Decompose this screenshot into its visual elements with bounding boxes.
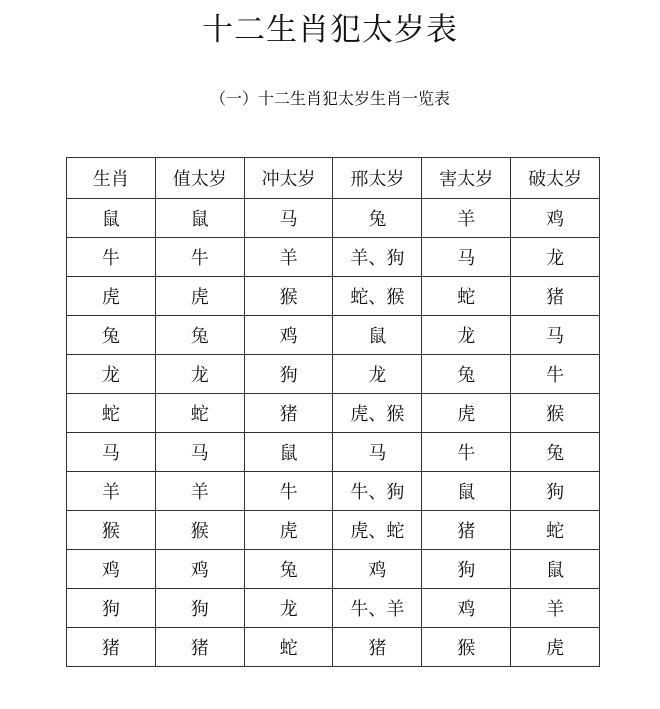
cell-po-taisui: 狗 — [511, 472, 600, 511]
cell-hai-taisui: 兔 — [422, 355, 511, 394]
cell-po-taisui: 鼠 — [511, 550, 600, 589]
cell-xing-taisui: 牛、羊 — [333, 589, 422, 628]
table-row — [67, 277, 600, 316]
cell-xing-taisui: 兔 — [333, 199, 422, 238]
cell-zhi-taisui: 龙 — [155, 355, 244, 394]
cell-po-taisui: 马 — [511, 316, 600, 355]
cell-chong-taisui: 龙 — [244, 589, 333, 628]
cell-zhi-taisui: 猴 — [155, 511, 244, 550]
cell-po-taisui: 虎 — [511, 628, 600, 667]
header-zodiac: 生肖 — [67, 158, 156, 199]
cell-chong-taisui: 兔 — [244, 550, 333, 589]
table-header-row — [67, 158, 600, 199]
cell-hai-taisui: 狗 — [422, 550, 511, 589]
cell-zodiac: 猪 — [67, 628, 156, 667]
cell-hai-taisui: 猪 — [422, 511, 511, 550]
cell-zodiac: 猴 — [67, 511, 156, 550]
cell-xing-taisui: 羊、狗 — [333, 238, 422, 277]
cell-zodiac: 虎 — [67, 277, 156, 316]
cell-chong-taisui: 鸡 — [244, 316, 333, 355]
cell-chong-taisui: 马 — [244, 199, 333, 238]
header-xing-taisui: 邢太岁 — [333, 158, 422, 199]
header-chong-taisui: 冲太岁 — [244, 158, 333, 199]
table-row — [67, 238, 600, 277]
page-title: 十二生肖犯太岁表 — [202, 12, 458, 48]
cell-zhi-taisui: 狗 — [155, 589, 244, 628]
table-row — [67, 316, 600, 355]
cell-po-taisui: 蛇 — [511, 511, 600, 550]
cell-chong-taisui: 猪 — [244, 394, 333, 433]
header-zhi-taisui: 值太岁 — [155, 158, 244, 199]
cell-po-taisui: 羊 — [511, 589, 600, 628]
table-row — [67, 628, 600, 667]
table-row — [67, 199, 600, 238]
cell-po-taisui: 龙 — [511, 238, 600, 277]
cell-po-taisui: 鸡 — [511, 199, 600, 238]
table-row — [67, 355, 600, 394]
cell-zodiac: 马 — [67, 433, 156, 472]
cell-zhi-taisui: 羊 — [155, 472, 244, 511]
cell-hai-taisui: 牛 — [422, 433, 511, 472]
cell-zodiac: 鼠 — [67, 199, 156, 238]
cell-xing-taisui: 猪 — [333, 628, 422, 667]
cell-xing-taisui: 虎、蛇 — [333, 511, 422, 550]
zodiac-conflict-table — [66, 157, 600, 667]
cell-po-taisui: 牛 — [511, 355, 600, 394]
table-row — [67, 511, 600, 550]
cell-zodiac: 牛 — [67, 238, 156, 277]
cell-chong-taisui: 虎 — [244, 511, 333, 550]
cell-xing-taisui: 虎、猴 — [333, 394, 422, 433]
cell-hai-taisui: 鸡 — [422, 589, 511, 628]
table-row — [67, 472, 600, 511]
table-row — [67, 433, 600, 472]
header-hai-taisui: 害太岁 — [422, 158, 511, 199]
cell-po-taisui: 猴 — [511, 394, 600, 433]
cell-xing-taisui: 鼠 — [333, 316, 422, 355]
table-body — [67, 199, 600, 667]
cell-zhi-taisui: 鸡 — [155, 550, 244, 589]
cell-xing-taisui: 牛、狗 — [333, 472, 422, 511]
cell-hai-taisui: 马 — [422, 238, 511, 277]
cell-zhi-taisui: 牛 — [155, 238, 244, 277]
cell-zodiac: 蛇 — [67, 394, 156, 433]
cell-zodiac: 鸡 — [67, 550, 156, 589]
cell-xing-taisui: 鸡 — [333, 550, 422, 589]
cell-chong-taisui: 鼠 — [244, 433, 333, 472]
cell-zhi-taisui: 蛇 — [155, 394, 244, 433]
cell-zodiac: 龙 — [67, 355, 156, 394]
cell-zodiac: 羊 — [67, 472, 156, 511]
cell-hai-taisui: 蛇 — [422, 277, 511, 316]
table-row — [67, 589, 600, 628]
cell-chong-taisui: 狗 — [244, 355, 333, 394]
cell-zhi-taisui: 猪 — [155, 628, 244, 667]
cell-zhi-taisui: 马 — [155, 433, 244, 472]
cell-zhi-taisui: 鼠 — [155, 199, 244, 238]
cell-po-taisui: 兔 — [511, 433, 600, 472]
cell-chong-taisui: 蛇 — [244, 628, 333, 667]
cell-hai-taisui: 虎 — [422, 394, 511, 433]
cell-chong-taisui: 羊 — [244, 238, 333, 277]
cell-hai-taisui: 羊 — [422, 199, 511, 238]
cell-chong-taisui: 牛 — [244, 472, 333, 511]
cell-xing-taisui: 马 — [333, 433, 422, 472]
cell-zodiac: 兔 — [67, 316, 156, 355]
section-title: （一）十二生肖犯太岁生肖一览表 — [209, 89, 450, 108]
cell-hai-taisui: 鼠 — [422, 472, 511, 511]
cell-zhi-taisui: 虎 — [155, 277, 244, 316]
cell-hai-taisui: 猴 — [422, 628, 511, 667]
cell-po-taisui: 猪 — [511, 277, 600, 316]
cell-xing-taisui: 龙 — [333, 355, 422, 394]
cell-chong-taisui: 猴 — [244, 277, 333, 316]
table-row — [67, 550, 600, 589]
cell-xing-taisui: 蛇、猴 — [333, 277, 422, 316]
cell-zodiac: 狗 — [67, 589, 156, 628]
table-row — [67, 394, 600, 433]
header-po-taisui: 破太岁 — [511, 158, 600, 199]
cell-zhi-taisui: 兔 — [155, 316, 244, 355]
cell-hai-taisui: 龙 — [422, 316, 511, 355]
